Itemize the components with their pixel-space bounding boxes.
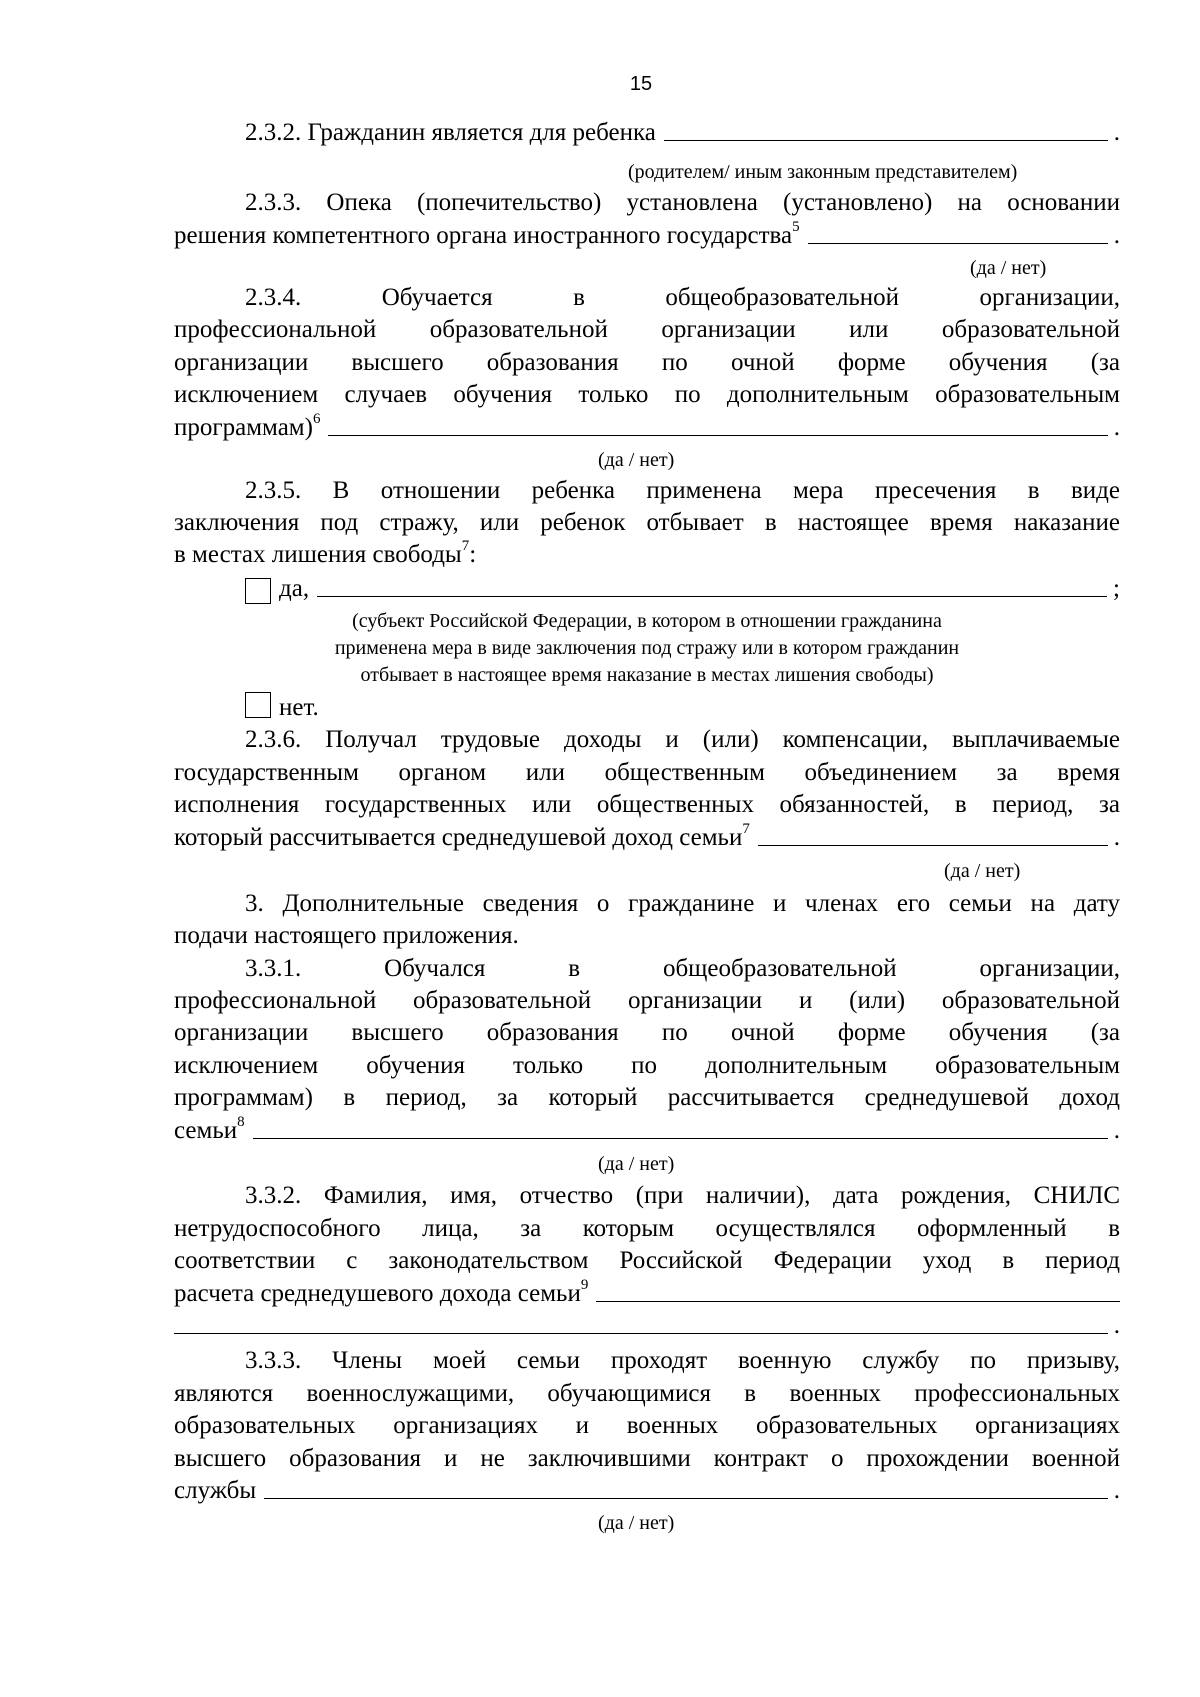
word: организации, bbox=[979, 284, 1120, 311]
s235-caption-line1: (субъект Российской Федерации, в котором в отношении гражданина bbox=[352, 610, 942, 632]
word: Обучался bbox=[384, 955, 486, 982]
section-2-3-3-answer bbox=[174, 221, 1120, 251]
section-2-3-2 bbox=[245, 118, 1120, 148]
period: . bbox=[1113, 824, 1120, 851]
s331-line1 bbox=[245, 954, 1120, 984]
s234-line5: программам)$^6$ bbox=[174, 411, 321, 441]
word: Обучается bbox=[381, 284, 493, 311]
s236-line4: который рассчитывается среднедушевой доход семьи$^7$ bbox=[174, 821, 750, 851]
s333-caption: (да / нет) bbox=[598, 1512, 675, 1534]
s235-caption-line3: отбывает в настоящее время наказание в местах лишения свободы) bbox=[360, 664, 934, 686]
s233-answer-line[interactable] bbox=[808, 243, 1108, 244]
footnote-ref: 7 bbox=[461, 538, 470, 554]
word: организации, bbox=[979, 955, 1120, 982]
s332-line3: соответствии с законодательством Российской Федерации уход в период bbox=[174, 1247, 1120, 1274]
s333-line3: образовательных организациях и военных образовательных организациях bbox=[174, 1412, 1120, 1439]
page-number: 15 bbox=[629, 73, 653, 95]
s331-line5: программам) в период, за который рассчитывается среднедушевой доход bbox=[174, 1084, 1120, 1111]
s331-answer-line[interactable] bbox=[253, 1138, 1108, 1139]
period: . bbox=[1113, 1117, 1120, 1144]
s236-line2: государственным органом или общественным объединением за время bbox=[174, 759, 1120, 786]
semicolon: ; bbox=[1113, 575, 1120, 602]
section-3-3-2-answer bbox=[174, 1279, 1120, 1309]
s233-line1: 2.3.3. Опека (попечительство) установлена (установлено) на основании bbox=[245, 189, 1120, 216]
s332-answer-line2-row bbox=[174, 1311, 1120, 1341]
section-3-3-3-answer bbox=[174, 1476, 1120, 1506]
s331-line4: исключением обучения только по дополнительным образовательным bbox=[174, 1052, 1120, 1079]
s232-answer-line[interactable] bbox=[664, 140, 1108, 141]
s234-line2: профессиональной образовательной организации или образовательной bbox=[174, 316, 1120, 343]
s234-answer-line[interactable] bbox=[328, 435, 1107, 436]
s333-line2: являются военнослужащими, обучающимися в военных профессиональных bbox=[174, 1380, 1120, 1407]
s236-line3: исполнения государственных или общественных обязанностей, в период, за bbox=[174, 791, 1120, 818]
option-no-label: нет. bbox=[279, 694, 319, 721]
s235-caption-line2: применена мера в виде заключения под стражу или в котором гражданин bbox=[334, 637, 960, 659]
s333-line1: 3.3.3. Члены моей семьи проходят военную службу по призыву, bbox=[245, 1347, 1120, 1374]
period: . bbox=[1113, 1477, 1120, 1504]
s331-line3: организации высшего образования по очной форме обучения (за bbox=[174, 1019, 1120, 1046]
s234-line4: исключением случаев обучения только по дополнительным образовательным bbox=[174, 381, 1120, 408]
s235-line3: в местах лишения свободы$^7$: bbox=[174, 538, 477, 568]
s235-line1: 2.3.5. В отношении ребенка применена мера пресечения в виде bbox=[245, 477, 1120, 504]
s332-line1: 3.3.2. Фамилия, имя, отчество (при наличии), дата рождения, СНИЛС bbox=[245, 1182, 1120, 1209]
option-yes-label: да, bbox=[279, 575, 310, 602]
word: общеобразовательной bbox=[662, 955, 897, 982]
s234-line1 bbox=[245, 283, 1120, 313]
s234-caption: (да / нет) bbox=[598, 449, 675, 471]
footnote-ref: 5 bbox=[792, 219, 800, 235]
s332-line4: расчета среднедушевого дохода семьи$^9$ bbox=[174, 1277, 589, 1307]
period: . bbox=[1113, 119, 1120, 146]
checkbox-yes[interactable] bbox=[245, 578, 271, 604]
word: общеобразовательной bbox=[665, 284, 900, 311]
word: 2.3.4. bbox=[245, 284, 302, 311]
period: . bbox=[1113, 222, 1120, 249]
s3-line2: подачи настоящего приложения. bbox=[174, 922, 519, 949]
word: в bbox=[573, 284, 585, 311]
s235-option-no bbox=[245, 692, 1191, 723]
s331-caption: (да / нет) bbox=[598, 1153, 675, 1175]
s333-answer-line[interactable] bbox=[264, 1498, 1108, 1499]
checkbox-no[interactable] bbox=[245, 692, 271, 718]
s235-region-answer-line[interactable] bbox=[317, 596, 1107, 597]
s232-caption: (родителем/ иным законным представителем) bbox=[628, 161, 1018, 183]
word: в bbox=[568, 955, 581, 982]
footnote-ref: 7 bbox=[742, 821, 750, 837]
footnote-ref: 9 bbox=[580, 1277, 589, 1293]
footnote-ref: 6 bbox=[312, 411, 321, 427]
s233-caption: (да / нет) bbox=[970, 257, 1047, 279]
s332-answer-line[interactable] bbox=[596, 1301, 1120, 1302]
s236-caption: (да / нет) bbox=[944, 860, 1021, 882]
s333-line4: высшего образования и не заключившими контракт о прохождении военной bbox=[174, 1445, 1120, 1472]
section-3-3-1-answer bbox=[174, 1116, 1120, 1146]
s233-line2: решения компетентного органа иностранного государства$^5$ bbox=[174, 219, 800, 249]
word: 3.3.1. bbox=[245, 955, 302, 982]
s234-line3: организации высшего образования по очной форме обучения (за bbox=[174, 349, 1120, 376]
s236-line1: 2.3.6. Получал трудовые доходы и (или) компенсации, выплачиваемые bbox=[245, 726, 1120, 753]
s331-line2: профессиональной образовательной организации и (или) образовательной bbox=[174, 987, 1120, 1014]
section-2-3-4-answer bbox=[174, 413, 1120, 443]
s236-answer-line[interactable] bbox=[758, 845, 1108, 846]
footnote-ref: 8 bbox=[237, 1114, 245, 1130]
s331-line6: семьи$^8$ bbox=[174, 1114, 245, 1144]
period: . bbox=[1113, 1312, 1120, 1339]
section-2-3-6-answer bbox=[174, 823, 1120, 853]
s235-line2: заключения под стражу, или ребенок отбывает в настоящее время наказание bbox=[174, 509, 1120, 536]
s333-line5: службы bbox=[174, 1477, 257, 1504]
s332-line2: нетрудоспособного лица, за которым осуществлялся оформленный в bbox=[174, 1215, 1120, 1242]
s332-answer-line2[interactable] bbox=[174, 1333, 1108, 1334]
s232-text: 2.3.2. Гражданин является для ребенка bbox=[245, 119, 656, 146]
s235-option-yes bbox=[245, 574, 1120, 604]
period: . bbox=[1113, 414, 1120, 441]
s3-line1: 3. Дополнительные сведения о гражданине и членах его семьи на дату bbox=[245, 890, 1120, 917]
